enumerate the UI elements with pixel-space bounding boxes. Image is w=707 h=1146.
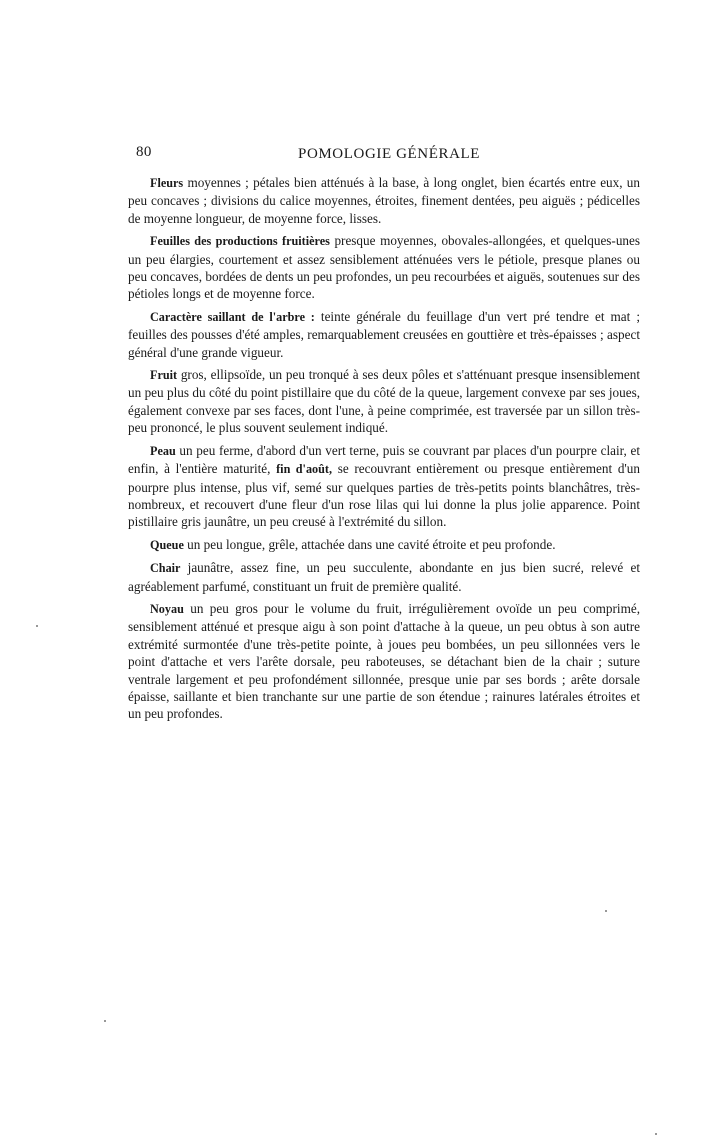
paragraph-fruit — [128, 366, 640, 437]
body-text — [128, 174, 640, 723]
running-title: POMOLOGIE GÉNÉRALE — [298, 146, 481, 162]
paragraph-lead: Chair — [150, 561, 181, 576]
scan-speck — [605, 910, 607, 912]
paragraph-text: gros, ellipsoïde, un peu tronqué à ses deux pôles et s'atténuant presque insensiblement un peu plus du côté du point pistillaire que du côté de la queue, largement convexe par ses joues, également convexe par ses faces, dont l'une, à peine comprimée, est traversée par un sillon très-peu prononcé, le plus souvent seulement indiqué. — [128, 367, 640, 436]
paragraph-lead: Caractère saillant de l'arbre : — [150, 309, 315, 324]
scan-speck — [655, 1133, 657, 1135]
paragraph-inline-bold: fin d'août, — [276, 462, 333, 477]
page-number: 80 — [136, 144, 152, 160]
paragraph-text: un peu ferme, d'abord d'un vert terne, puis se couvrant par places d'un pourpre clair, et enfin, à l'entière maturité, — [128, 442, 640, 477]
paragraph-queue — [128, 536, 640, 554]
scan-speck — [36, 625, 38, 627]
paragraph-chair — [128, 559, 640, 595]
paragraph-lead: Peau — [150, 443, 176, 458]
book-page — [128, 140, 640, 728]
paragraph-text: se recouvrant entièrement ou presque entièrement d'un pourpre plus intense, plus vif, semé sur quelques parties de très-petits points blanchâtres, très-nombreux, et recouvert d'une fleur d'un rose lilas qui lui donne la plus jolie apparence. Point pistillaire gris jaunâtre, un peu creusé à l'extrémité du sillon. — [128, 461, 640, 530]
paragraph-text: un peu gros pour le volume du fruit, irrégulièrement ovoïde un peu comprimé, sensiblement atténué et presque aigu à son point d'attache à la queue, un peu obtus à son autre extrémité surmontée d'une très-petite pointe, à joues peu bombées, un peu sillonnées vers le point d'attache et vers l'arête dorsale, peu raboteuses, se détachant bien de la chair ; suture ventrale largement et peu profondément sillonnée, presque unie par ses bords ; arête dorsale épaisse, saillante et bien tranchante sur une partie de son étendue ; rainures latérales étroites et un peu profondes. — [128, 600, 640, 722]
scan-speck — [104, 1020, 106, 1022]
paragraph-noyau — [128, 600, 640, 723]
paragraph-text: presque moyennes, obovales-allongées, et quelques-unes un peu élargies, courtement et assez sensiblement atténuées vers le pétiole, presque planes ou peu concaves, bordées de dents un peu profondes, un peu recourbées et aiguës, soutenues sur des pétioles longs et de moyenne force. — [128, 233, 640, 302]
paragraph-text: moyennes ; pétales bien atténués à la base, à long onglet, bien écartés entre eux, un peu concaves ; divisions du calice moyennes, étroites, finement dentées, peu aiguës ; pédicelles de moyenne longueur, de moyenne force, lisses. — [128, 175, 640, 226]
running-header — [128, 140, 640, 168]
paragraph-text: teinte générale du feuillage d'un vert pré tendre et mat ; feuilles des pousses d'été amples, remarquablement creusées en gouttière et très-épaisses ; aspect général d'une grande vigueur. — [128, 308, 641, 360]
paragraph-lead: Fruit — [150, 368, 178, 383]
paragraph-lead: Queue — [150, 537, 184, 552]
paragraph-lead: Noyau — [150, 601, 184, 616]
paragraph-feuilles — [128, 232, 640, 303]
paragraph-lead: Fleurs — [150, 176, 184, 190]
paragraph-fleurs — [128, 174, 640, 227]
paragraph-caractere — [128, 308, 640, 361]
paragraph-text: jaunâtre, assez fine, un peu succulente, abondante en jus bien sucré, relevé et agréablement parfumé, constituant un fruit de première qualité. — [128, 560, 640, 594]
paragraph-lead: Feuilles des productions fruitières — [150, 234, 330, 249]
paragraph-text: un peu longue, grêle, attachée dans une cavité étroite et peu profonde. — [183, 536, 556, 552]
paragraph-peau — [128, 442, 640, 531]
